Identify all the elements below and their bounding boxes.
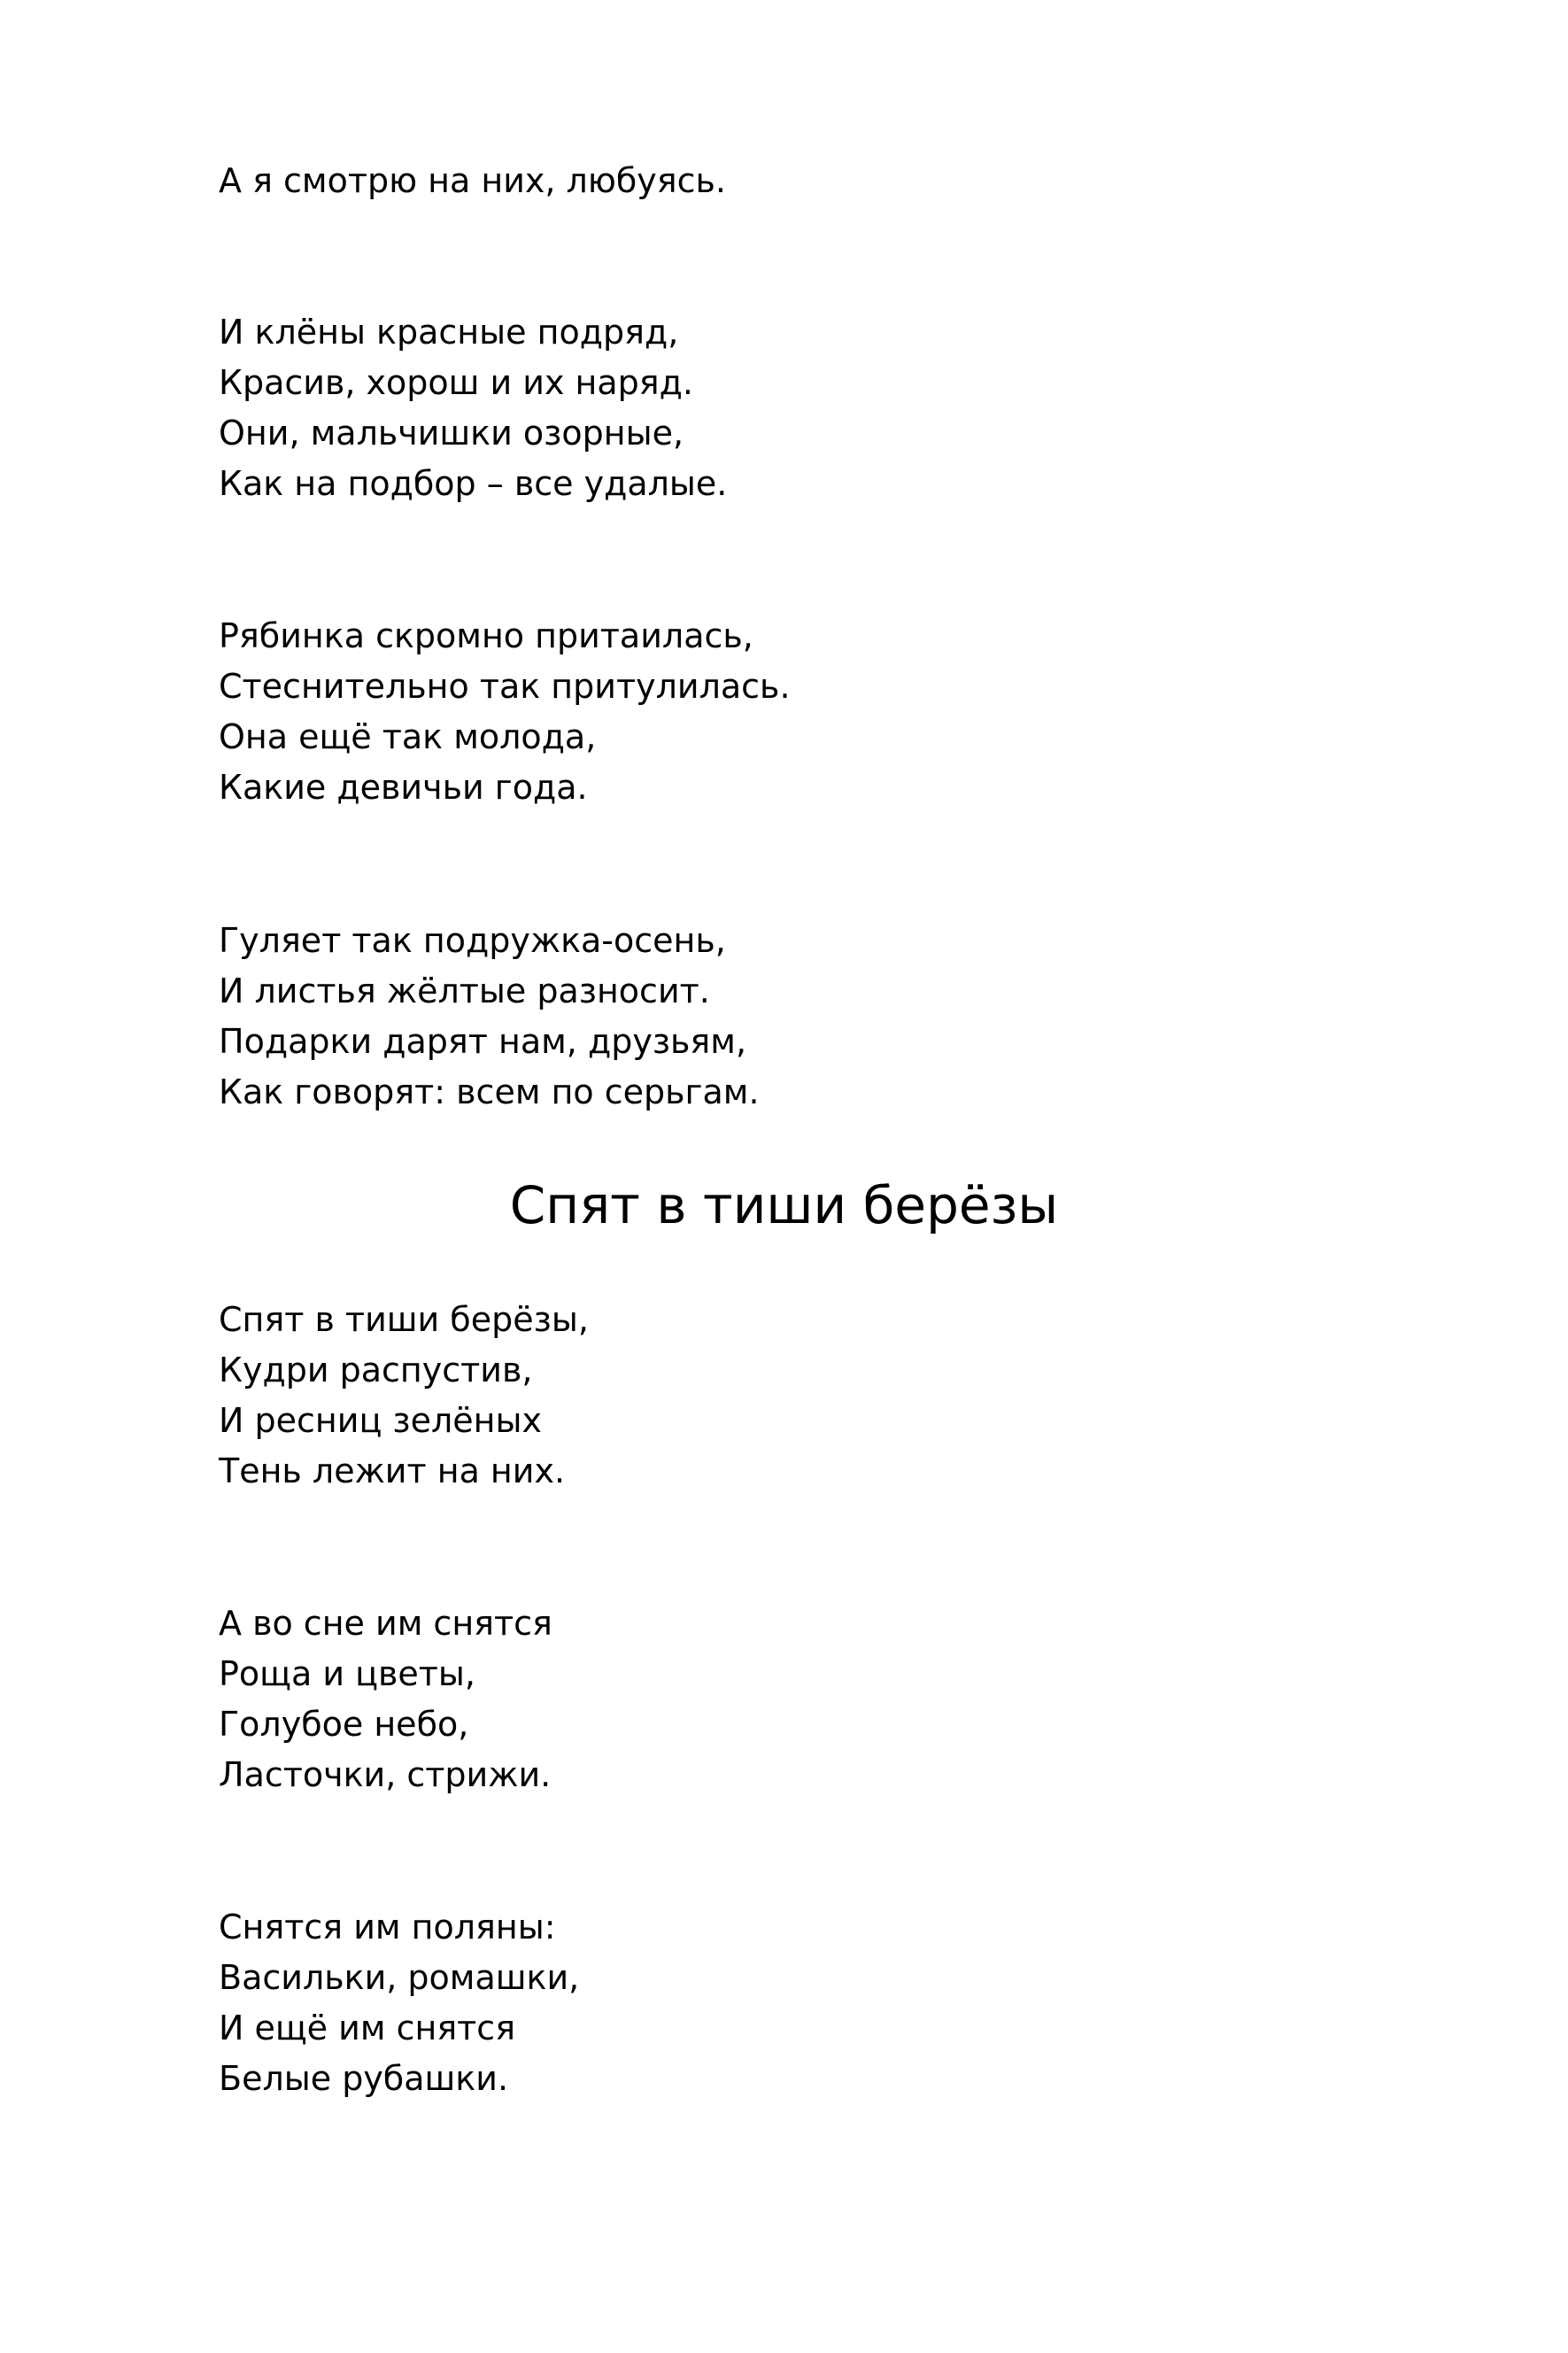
poem2-stanza-1 — [219, 1295, 589, 1497]
poem-line: Кудри распустив, — [219, 1351, 533, 1389]
poem-line: Красив, хорош и их наряд. — [219, 363, 693, 402]
poem-line: А во сне им снятся — [219, 1604, 552, 1643]
poem-line: Голубое небо, — [219, 1705, 469, 1744]
poem-line: Какие девичьи года. — [219, 768, 588, 807]
poem-line: Как на подбор – все удалые. — [219, 464, 728, 503]
poem-line: Подарки дарят нам, друзьям, — [219, 1022, 747, 1061]
poem-title: Спят в тиши берёзы — [509, 1175, 1059, 1235]
poem-line: Тень лежит на них. — [219, 1451, 566, 1490]
poem-line: Роща и цветы, — [219, 1654, 475, 1693]
poem-line: Рябинка скромно притаилась, — [219, 616, 753, 655]
poem2-stanza-3 — [219, 1902, 579, 2104]
poem-line: Спят в тиши берёзы, — [219, 1300, 589, 1339]
poem-line: Стеснительно так притулилась. — [219, 667, 791, 706]
poem-line: Белые рубашки. — [219, 2059, 509, 2098]
poem1-stanza-3 — [219, 611, 791, 813]
poem-line: А я смотрю на них, любуясь. — [219, 161, 726, 200]
poem1-stanza-1 — [219, 156, 726, 206]
poem-line: Васильки, ромашки, — [219, 1958, 580, 1997]
poem-line: И ещё им снятся — [219, 2009, 516, 2047]
poem-line: Гуляет так подружка-осень, — [219, 921, 726, 960]
poem1-stanza-4 — [219, 916, 760, 1118]
poem-line: Они, мальчишки озорные, — [219, 414, 684, 453]
poem-line: Снятся им поляны: — [219, 1908, 556, 1947]
poem-line: И ресниц зелёных — [219, 1401, 542, 1440]
poem2-stanza-2 — [219, 1598, 552, 1800]
poem-line: Она ещё так молода, — [219, 717, 597, 756]
poem-line: Как говорят: всем по серьгам. — [219, 1072, 760, 1111]
poem1-stanza-2 — [219, 307, 727, 509]
poem-line: Ласточки, стрижи. — [219, 1755, 552, 1794]
poem-line: И клёны красные подряд, — [219, 313, 679, 352]
poem-line: И листья жёлтые разносит. — [219, 971, 710, 1010]
